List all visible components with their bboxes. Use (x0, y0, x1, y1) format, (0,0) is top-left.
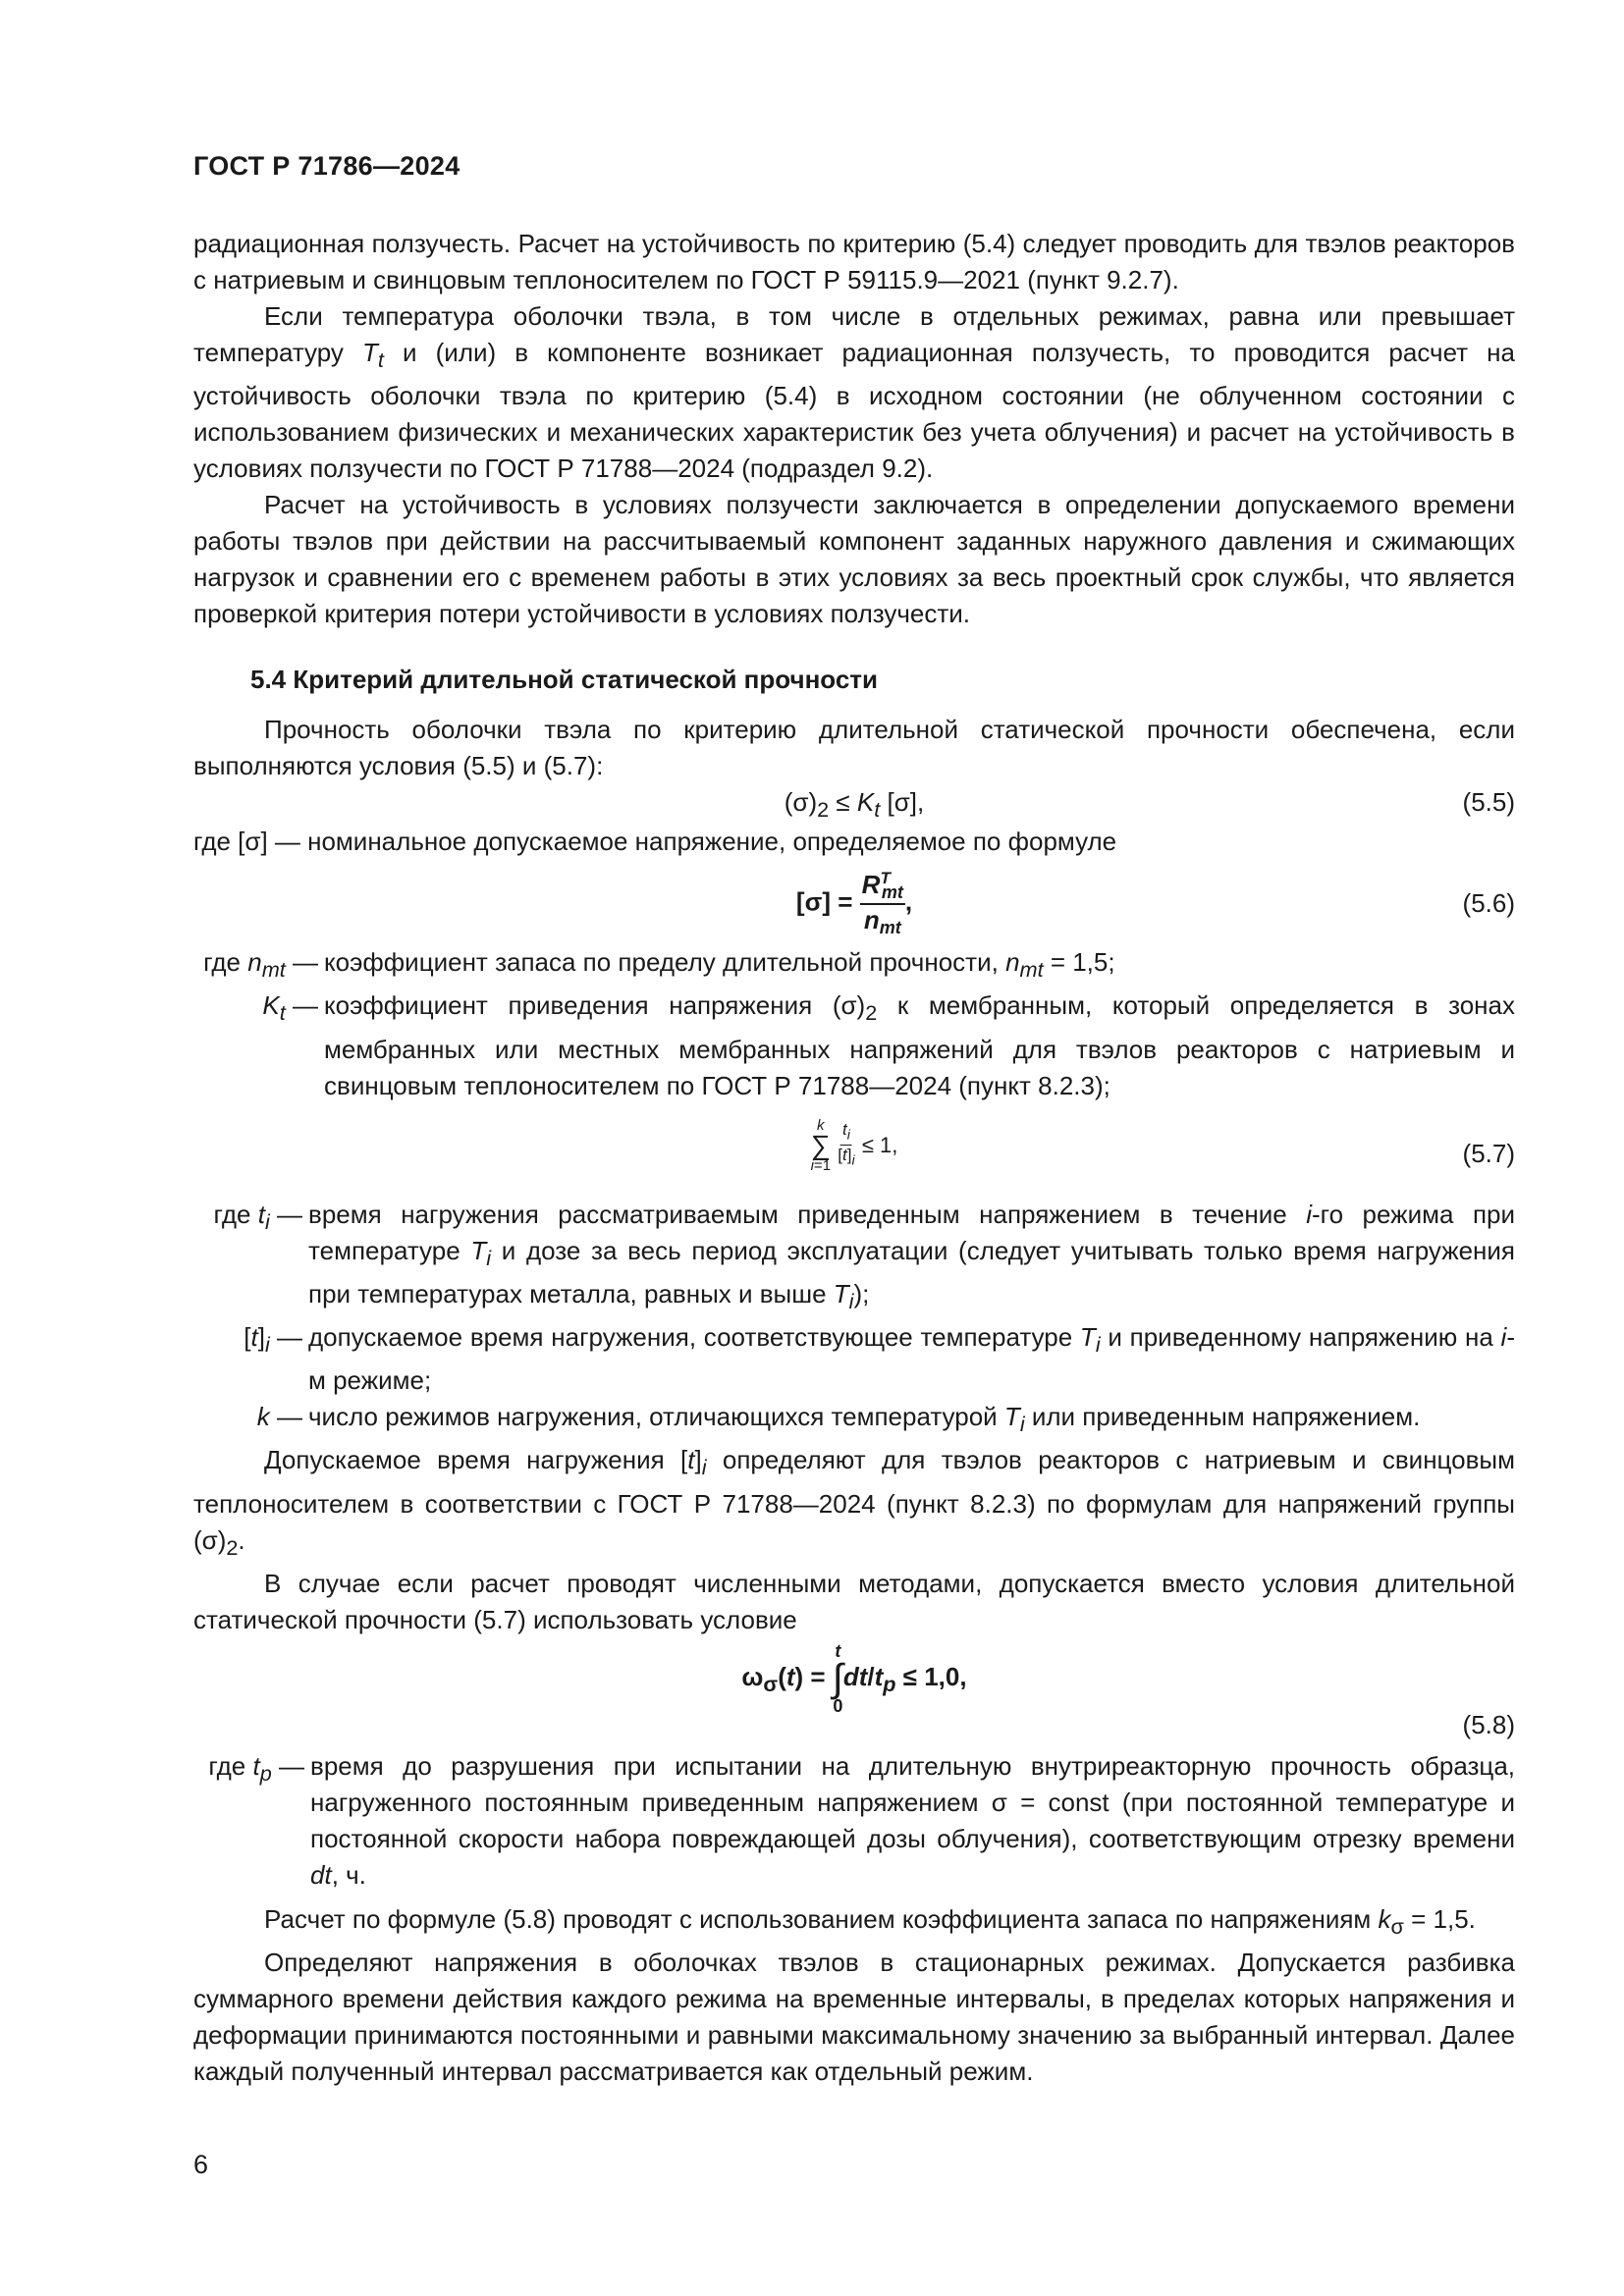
where-t-i-text: допускаемое время нагружения, соответствующее температуре $T_i$ и приведенному напряжению на i-м режиме; (308, 1321, 1515, 1396)
where-ti-label: где $t_i$ — (213, 1199, 302, 1234)
paragraph-3: Расчет на устойчивость в условиях ползучести заключается в определении допускаемого времени работы твэлов при действии на рассчитываемый компонент заданных наружного давления и сжимающих нагрузок и сравнении его с временем работы в этих условиях за весь проектный срок службы, что является проверкой критерия потери устойчивости в условиях ползучести. (193, 490, 1515, 629)
where-ti-text: время нагружения рассматриваемым приведенным напряжением в течение i-го режима при температуре $T_i$ и дозе за весь период эксплуатации (следует учитывать только время нагружения при температурах металла, равных и выше $T_i$); (308, 1199, 1516, 1313)
formula-5-5-expression: $(\sigma)_2 \le K_t$ [σ], (784, 787, 925, 823)
document-header: ГОСТ Р 71786—2024 (193, 151, 460, 181)
formula-5-6-expression: [σ] = $\frac{R^Tmt}{\text{nmt}}$ , (795, 869, 913, 938)
where-tp-text: время до разрушения при испытании на длительную внутриреакторную прочность образца, нагруженного постоянным приведенным напряжением σ = const (при постоянной температуре и постоянной скорости набора повреждающей дозы облучения), соответствующим отрезку времени dt, ч. (310, 1750, 1515, 1890)
paragraph-1: радиационная ползучесть. Расчет на устойчивость по критерию (5.4) следует проводить для твэлов реакторов с натриевым и свинцовым теплоносителем по ГОСТ Р 59115.9—2021 (пункт 9.2.7). (193, 229, 1515, 294)
formula-5-7-expression: k ∑ i=1 $\frac{t_i}{[t]_i}$ ≤ 1, (810, 1116, 898, 1174)
formula-5-7-fraction: $\frac{t_i}{[t]_i}$ (838, 1119, 855, 1169)
where-k-label: k — (256, 1402, 302, 1432)
where-kt (193, 988, 1515, 1103)
where-nmt-text: коэффициент запаса по пределу длительной прочности, $n_{mt} = 1,5$; (324, 947, 1115, 983)
paragraph-2: Если температура оболочки твэла, в том числе в отдельных режимах, равна или превышает температуру $T_t$ и (или) в компоненте возникает радиационная ползучесть, то проводится расчет на устойчивость оболочки твэла по критерию (5.4) в исходном состоянии (не облученном состоянии с использованием физических и механических характеристик без учета облучения) и расчет на устойчивость в условиях ползучести по ГОСТ Р 71788—2024 (подраздел 9.2). (193, 301, 1516, 484)
formula-5-6-number: (5.6) (1462, 888, 1515, 919)
where-kt-label: $K_t$ — (262, 990, 318, 1026)
page-body (193, 226, 1515, 2090)
where-tp (193, 1748, 1515, 1894)
formula-5-6 (193, 864, 1515, 944)
formula-5-8 (193, 1642, 1515, 1748)
where-tp-label: где $t_p$ — (208, 1750, 304, 1786)
formula-5-7 (193, 1116, 1515, 1197)
section-heading-5-4: 5.4 Критерий длительной статической прочности (250, 665, 878, 695)
formula-5-5-number: (5.5) (1462, 787, 1515, 818)
where-nmt-label: где $n_{mt}$ — (203, 947, 318, 983)
where-kt-text: коэффициент приведения напряжения $(\sigma)_2$ к мембранным, который определяется в зонах мембранных или местных мембранных напряжений для твэлов реакторов с натриевым и свинцовым теплоносителем по ГОСТ Р 71788—2024 (пункт 8.2.3); (324, 990, 1516, 1100)
paragraph-7: В случае если расчет проводят численными методами, допускается вместо условия длительной статической прочности (5.7) использовать условие (193, 1568, 1515, 1634)
paragraph-4: Прочность оболочки твэла по критерию длительной статической прочности обеспечена, если выполняются условия (5.5) и (5.7): (193, 715, 1515, 781)
formula-5-6-fraction: $\frac{R^Tmt}{\text{nmt}}$ (861, 869, 903, 938)
paragraph-8: Расчет по формуле (5.8) проводят с использованием коэффициента запаса по напряжениям $k_\sigma = 1,5$. (264, 1903, 1476, 1939)
page-number: 6 (193, 2150, 209, 2179)
paragraph-5: где [σ] — номинальное допускаемое напряжение, определяемое по формуле (193, 827, 1117, 857)
paragraph-6: Допускаемое время нагружения $[t]_i$ определяют для твэлов реакторов с натриевым и свинцовым теплоносителем в соответствии с ГОСТ Р 71788—2024 (пункт 8.2.3) по формулам для напряжений группы $(\sigma)_2$. (193, 1445, 1515, 1560)
formula-5-8-expression: $\omega_\sigma(t)$ = t ∫ 0 $dt/t_p \le 1,0$, (741, 1640, 967, 1716)
where-k-text: число режимов нагружения, отличающихся температурой $T_i$ или приведенным напряжением. (308, 1402, 1421, 1437)
where-nmt (193, 944, 1515, 988)
where-k (193, 1399, 1515, 1442)
integral-symbol: t ∫ 0 (832, 1640, 843, 1716)
formula-5-8-number: (5.8) (1462, 1709, 1515, 1739)
where-ti (193, 1197, 1515, 1319)
sum-symbol: k ∑ i=1 (810, 1116, 832, 1174)
paragraph-9: Определяют напряжения в оболочках твэлов в стационарных режимах. Допускается разбивка суммарного времени действия каждого режима на временные интервалы, в пределах которых напряжения и деформации принимаются постоянными и равными максимальному значению за выбранный интервал. Далее каждый полученный интервал рассматривается как отдельный режим. (193, 1947, 1515, 2086)
formula-5-5 (193, 784, 1515, 824)
where-t-i-label: $[t]_i$ — (244, 1321, 302, 1358)
formula-5-7-number: (5.7) (1462, 1138, 1515, 1168)
where-t-i (193, 1319, 1515, 1399)
